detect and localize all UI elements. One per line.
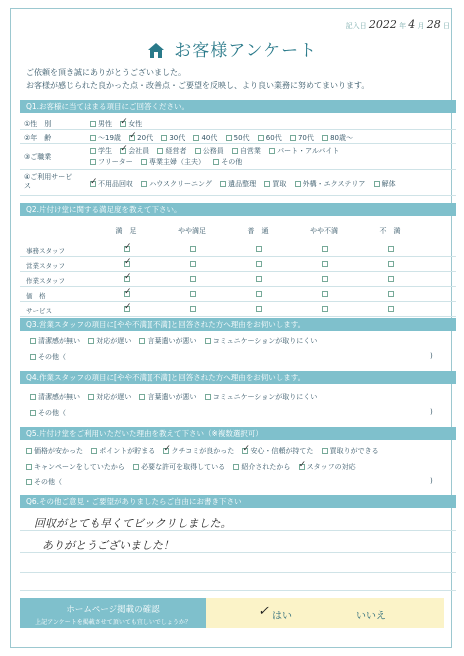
service-exterior[interactable]: 外構・エクステリア [295,180,366,188]
q3-unclean[interactable]: 清潔感が無い [30,337,80,345]
q6-header: Q6.その他ご意見・ご要望がありましたらご自由にお書き下さい [20,495,456,508]
satisfaction-checkbox[interactable] [256,306,262,312]
age-60s[interactable]: 60代 [258,134,282,142]
q2-header: Q2.片付け堂に関する満足度を教えて下さい。 [20,203,456,216]
day-label: 日 [443,22,450,30]
q4-communication[interactable]: コミュニケーションが取りにくい [205,393,318,401]
month-value: 4 [408,18,416,31]
service-buyback[interactable]: 買取 [264,180,286,188]
satisfaction-checkbox[interactable] [322,261,328,267]
satisfaction-checkbox[interactable] [388,306,394,312]
satisfaction-checkbox[interactable] [124,306,130,312]
q5-other[interactable]: その他（ [26,477,62,487]
q3-header: Q3.営業スタッフの項目に[やや不満][不満]と回答された方へ理由をお伺いします。 [20,318,456,331]
publish-yes[interactable]: はい [272,611,292,622]
col-somewhat-dissatisfied: やや不満 [310,227,338,235]
intro-line-1: ご依頼を頂き誠にありがとうございました。 [26,68,186,77]
year-label: 年 [399,22,407,30]
satisfaction-checkbox[interactable] [190,276,196,282]
publish-confirm-label [20,598,206,628]
satisfaction-checkbox[interactable] [190,291,196,297]
col-somewhat-satisfied: やや満足 [178,227,206,235]
satisfaction-checkbox[interactable] [322,291,328,297]
q1-age-row [20,130,456,144]
publish-choice [206,598,444,628]
gender-label: ①性 別 [24,120,52,128]
service-estate-cleanup[interactable]: 遺品整理 [220,180,256,188]
gender-male[interactable]: 男性 [90,120,112,128]
satisfaction-checkbox[interactable] [388,276,394,282]
comment-handwriting-1[interactable]: 回収がとても早くてビックリしました。 [34,517,232,530]
age-30s[interactable]: 30代 [161,134,185,142]
q1-job-row [20,144,456,170]
age-80plus[interactable]: 80歳～ [322,134,353,142]
satisfaction-checkbox[interactable] [124,291,130,297]
job-label: ③ご職業 [24,153,52,161]
satisfaction-checkbox[interactable] [256,261,262,267]
service-demolition[interactable]: 解体 [374,180,396,188]
q5-buyback[interactable]: 買取りができる [322,447,379,455]
q5-other-close: ) [430,477,433,485]
satisfaction-checkbox[interactable] [256,291,262,297]
age-20s[interactable]: ✓ 20代 [129,134,153,142]
intro-line-2: お客様が感じられた良かった点・改善点・ご要望を反映し、より良い業務に努めてまいります。 [26,81,370,90]
age-under19[interactable]: ～19歳 [90,134,121,142]
intro-text [26,66,369,92]
job-part-time[interactable]: パート・アルバイト [269,147,339,155]
job-civil-servant[interactable]: 公務員 [195,147,224,155]
date-label: 記入日 [345,22,367,30]
satisfaction-checkbox[interactable] [190,246,196,252]
publish-title: ホームページ掲載の確認 [66,605,160,615]
satisfaction-row-label: 作業スタッフ [26,277,65,285]
q3-communication[interactable]: コミュニケーションが取りにくい [205,337,318,345]
q4-unclean[interactable]: 清潔感が無い [30,393,80,401]
age-label: ②年 齢 [24,134,52,142]
q5-cheap[interactable]: 価格が安かった [26,447,83,455]
satisfaction-checkbox[interactable] [256,276,262,282]
q5-license[interactable]: 必要な許可を取得している [133,463,225,471]
age-50s[interactable]: 50代 [226,134,250,142]
q3-other[interactable]: その他（ [30,352,66,362]
col-dissatisfied: 不 満 [379,227,401,235]
publish-no[interactable]: いいえ [356,611,386,622]
satisfaction-checkbox[interactable] [124,261,130,267]
month-label: 月 [417,22,425,30]
job-self-employed[interactable]: 自営業 [232,147,261,155]
age-40s[interactable]: 40代 [193,134,217,142]
satisfaction-row-label: 事務スタッフ [26,247,65,255]
satisfaction-checkbox[interactable] [388,246,394,252]
satisfaction-checkbox[interactable] [388,261,394,267]
q5-header: Q5.片付け堂をご利用いただいた理由を教えて下さい（※複数選択可） [20,427,456,440]
house-logo-icon [147,41,165,59]
title-text: お客様アンケート [174,41,318,61]
satisfaction-checkbox[interactable] [322,276,328,282]
publish-note: 上記アンケートを掲載させて頂いても宜しいでしょうか？ [35,619,191,626]
satisfaction-checkbox[interactable] [190,306,196,312]
gender-female[interactable]: ✓ 女性 [120,120,142,128]
q3-slow[interactable]: 対応が遅い [88,337,131,345]
satisfaction-row-label: 営業スタッフ [26,262,65,270]
satisfaction-row-label: サービス [26,307,52,315]
q4-rude[interactable]: 言葉遣いが悪い [139,393,196,401]
page-title [0,36,464,61]
year-value: 2022 [368,18,397,31]
day-value: 28 [426,18,441,31]
satisfaction-checkbox[interactable] [256,246,262,252]
q4-header: Q4.作業スタッフの項目に[やや不満][不満]と回答された方へ理由をお伺いします。 [20,371,456,384]
service-junk-removal[interactable]: ✓ 不用品回収 [90,180,133,188]
satisfaction-checkbox[interactable] [322,246,328,252]
q4-slow[interactable]: 対応が遅い [88,393,131,401]
q5-referral[interactable]: 紹介されたから [233,463,290,471]
satisfaction-checkbox[interactable] [322,306,328,312]
q4-other-close: ) [430,408,433,416]
job-student[interactable]: 学生 [90,147,112,155]
job-executive[interactable]: 経営者 [157,147,186,155]
q4-options-row1 [30,392,323,402]
q1-header: Q1.お客様に当てはまる項目にご回答ください。 [20,100,456,113]
comment-handwriting-2[interactable]: ありがとうございました！ [42,539,174,552]
q4-other[interactable]: その他（ [30,408,66,418]
q1-service-row [20,170,456,196]
q5-campaign[interactable]: キャンペーンをしていたから [26,463,125,471]
comment-line-3 [20,572,456,573]
satisfaction-row-label: 価 格 [26,292,46,300]
yes-check-mark-icon: ✓ [258,604,269,619]
q5-options-row1 [26,446,385,456]
q5-reviews[interactable]: ✓ クチコミが良かった [163,447,234,455]
col-neutral: 普 通 [247,227,269,235]
q3-other-close: ) [430,352,433,360]
q5-points[interactable]: ポイントが貯まる [91,447,155,455]
q3-options-row1 [30,336,323,346]
service-house-cleaning[interactable]: ハウスクリーニング [141,180,212,188]
service-label: ④ご利用サービス [24,173,73,190]
job-homemaker[interactable]: 専業主婦（主夫） [141,158,205,166]
q5-options-row2 [26,462,362,472]
age-70s[interactable]: 70代 [290,134,314,142]
q5-staff[interactable]: ✓ スタッフの対応 [299,463,356,471]
satisfaction-checkbox[interactable] [388,291,394,297]
job-employee[interactable]: ✓ 会社員 [120,147,149,155]
job-freeter[interactable]: フリーター [90,158,133,166]
satisfaction-checkbox[interactable] [124,276,130,282]
date-field [346,18,450,31]
col-satisfied: 満 足 [115,227,137,235]
job-other[interactable]: その他 [213,158,242,166]
q5-trust[interactable]: ✓ 安心・信頼が持てた [242,447,313,455]
satisfaction-checkbox[interactable] [190,261,196,267]
q3-rude[interactable]: 言葉遣いが悪い [139,337,196,345]
comment-line-4 [20,590,456,591]
q1-gender-row [20,116,456,130]
satisfaction-checkbox[interactable] [124,246,130,252]
